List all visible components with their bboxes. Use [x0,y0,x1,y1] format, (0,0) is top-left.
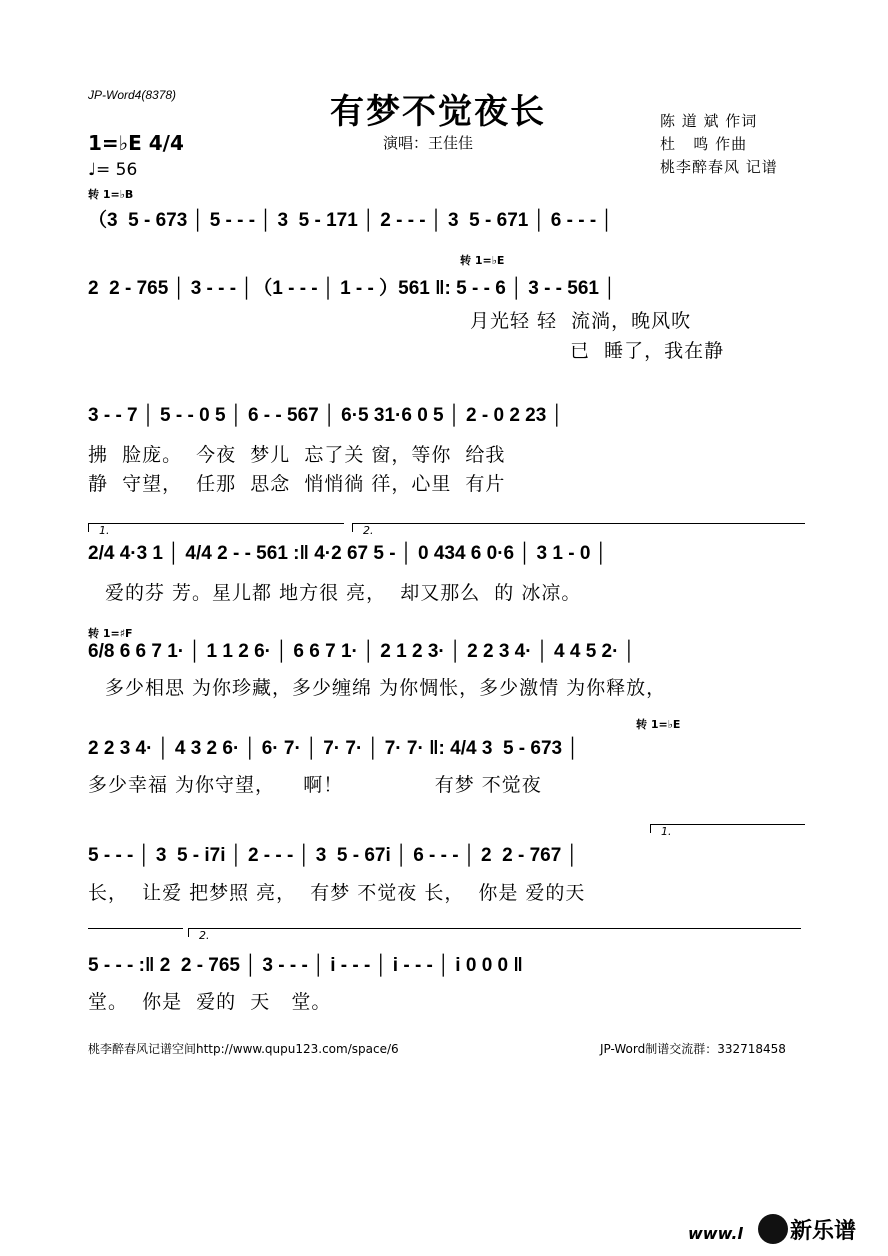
modulation-3: 转 1=♯F [88,627,133,640]
notation-row-2: 2 2 - 765 │ 3 - - - │（1 - - - │ 1 - - ）561 ‖: 5 - - 6 │ 3 - - 561 │ [88,278,617,299]
lyrics-row-8: 堂。 你是 爱的 天 堂。 [88,991,332,1013]
modulation-2: 转 1=♭E [460,254,505,267]
notation-row-8: 5 - - - :‖ 2 2 - 765 │ 3 - - - │ i - - - │ i - - - │ i 0 0 0 ‖ [88,955,523,976]
lyrics-row-3-verse-2: 静 守望， 任那 思念 悄悄徜 徉，心里 有片 [88,473,506,495]
logo-name: 新乐谱 [790,1219,857,1244]
lyrics-row-6: 多少幸福 为你守望， 啊！ 有梦 不觉夜 [88,774,542,796]
logo-disc-icon [758,1214,788,1244]
notation-row-4: 2/4 4·3 1 │ 4/4 2 - - 561 :‖ 4·2 67 5 - │ 0 434 6 0·6 │ 3 1 - 0 │ [88,543,608,564]
lyrics-row-2-verse-2: 已 睡了，我在静 [570,340,725,362]
volta-second: 2. [352,523,805,532]
composer-credit: 杜 鸣 作曲 [660,135,748,153]
lyrics-row-7: 长， 让爱 把梦照 亮， 有梦 不觉夜 长， 你是 爱的天 [88,882,586,904]
modulation-1: 转 1=♭B [88,188,134,201]
footer-right: JP-Word制谱交流群：332718458 [600,1042,786,1056]
key-signature: 1=♭E 4/4 [88,131,184,155]
modulation-4: 转 1=♭E [636,718,681,731]
notation-row-5: 6/8 6 6 7 1· │ 1 1 2 6· │ 6 6 7 1· │ 2 1 2 3· │ 2 2 3 4· │ 4 4 5 2· │ [88,641,636,662]
notation-row-3: 3 - - 7 │ 5 - - 0 5 │ 6 - - 567 │ 6·5 31·6 0 5 │ 2 - 0 2 23 │ [88,405,564,426]
lyricist-credit: 陈 道 斌 作词 [660,112,758,130]
notation-row-6: 2 2 3 4· │ 4 3 2 6· │ 6· 7· │ 7· 7· │ 7· 7· ‖: 4/4 3 5 - 673 │ [88,738,580,759]
volta-first-2: 1. [650,824,805,833]
logo-www: www.l [688,1224,743,1243]
volta-second-2: 2. [188,928,801,937]
volta-first-cont [88,928,183,937]
version-label: JP-Word4(8378) [88,88,177,102]
footer-left: 桃李醉春风记谱空间http://www.qupu123.com/space/6 [88,1042,399,1056]
lyrics-row-4: 爱的芬 芳。星儿都 地方很 亮， 却又那么 的 冰凉。 [105,582,582,604]
volta-first: 1. [88,523,344,532]
song-title: 有梦不觉夜长 [330,92,546,132]
transcriber-credit: 桃李醉春风 记谱 [660,158,778,176]
notation-row-1: （3 5 - 673 │ 5 - - - │ 3 5 - 171 │ 2 - - - │ 3 5 - 671 │ 6 - - - │ [88,210,614,231]
lyrics-row-5: 多少相思 为你珍藏，多少缠绵 为你惆怅，多少激情 为你释放， [105,677,667,699]
singer-credit: 演唱：王佳佳 [383,134,474,152]
tempo-marking: ♩= 56 [88,160,138,180]
notation-row-7: 5 - - - │ 3 5 - i7i │ 2 - - - │ 3 5 - 67i │ 6 - - - │ 2 2 - 767 │ [88,845,579,866]
lyrics-row-3-verse-1: 拂 脸庞。 今夜 梦儿 忘了关 窗，等你 给我 [88,444,506,466]
lyrics-row-2-verse-1: 月光轻 轻 流淌，晚风吹 [470,310,692,332]
